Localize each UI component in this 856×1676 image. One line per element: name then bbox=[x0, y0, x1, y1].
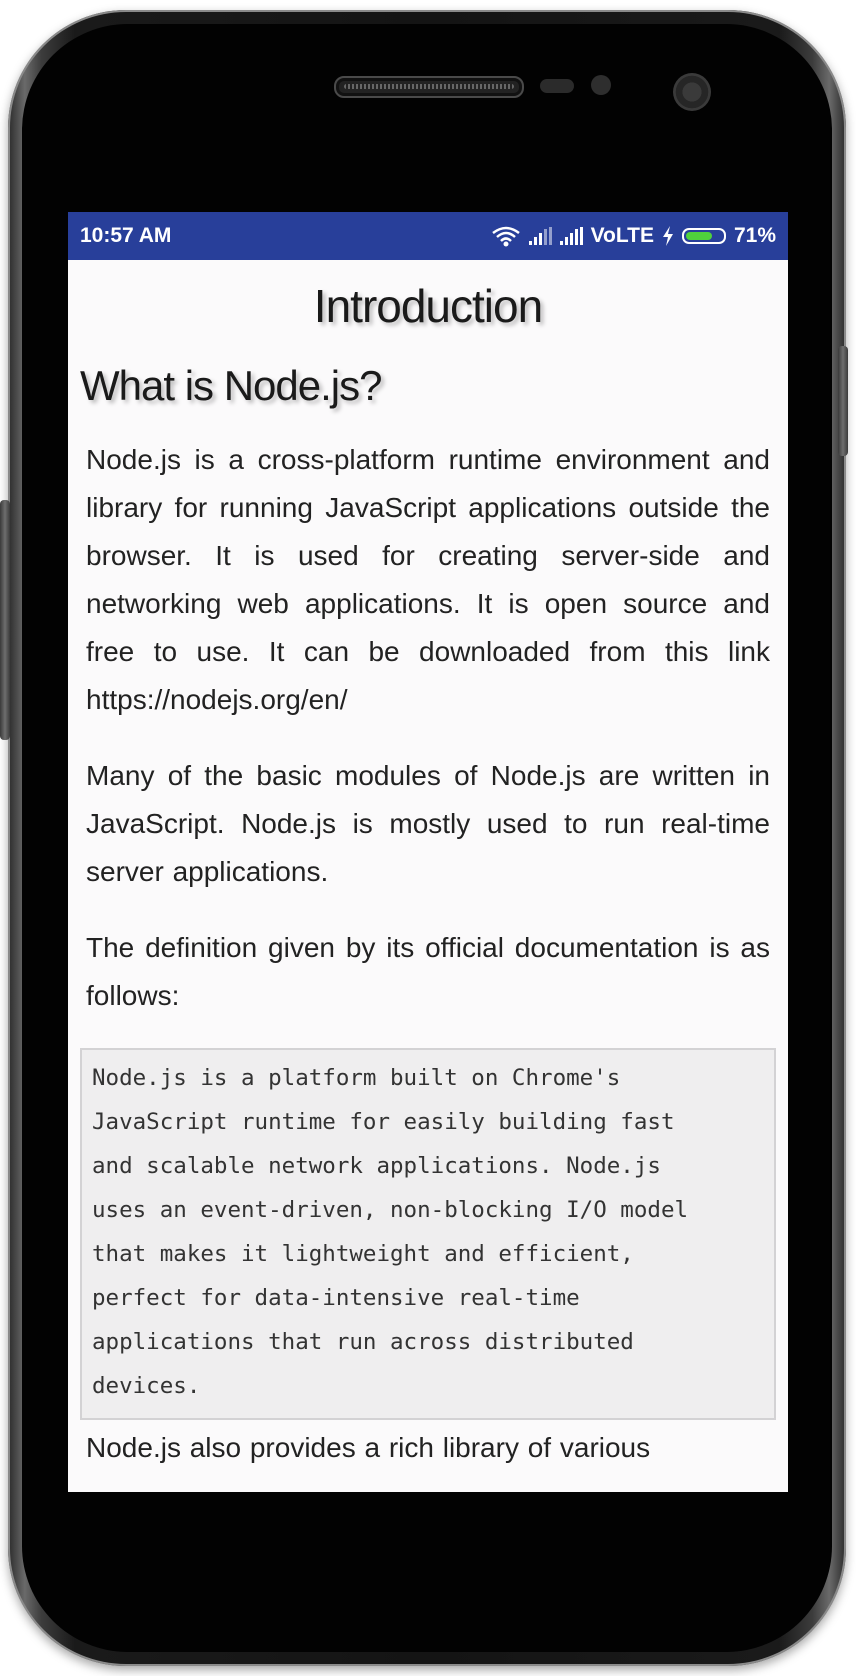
charging-bolt-icon bbox=[662, 226, 674, 246]
paragraph-intro: Node.js is a cross-platform runtime environment and library for running JavaScript applications outside the browser. It is used for creating server-side and networking web applications. It is open source and free to use. It can be downloaded from this link https://nodejs.org/en/ bbox=[86, 444, 770, 715]
wifi-icon bbox=[491, 225, 521, 247]
battery-percent: 71% bbox=[733, 224, 776, 247]
definition-quote-block: Node.js is a platform built on Chrome's JavaScript runtime for easily building fast and scalable network applications. Node.js uses an event-driven, non-blocking I/O model that makes it lightweight and efficient, perfect for data-intensive real-time applications that run across distributed devices. bbox=[80, 1048, 776, 1420]
volume-button[interactable] bbox=[0, 500, 10, 740]
battery-level-fill bbox=[686, 232, 712, 240]
section-heading: What is Node.js? bbox=[80, 362, 382, 409]
paragraph-library: Node.js also provides a rich library of various bbox=[86, 1432, 651, 1463]
light-sensor bbox=[591, 75, 611, 95]
network-type-label: VoLTE bbox=[590, 224, 654, 247]
power-button[interactable] bbox=[838, 346, 848, 456]
paragraph-modules: Many of the basic modules of Node.js are written in JavaScript. Node.js is mostly used to run real-time server applications. bbox=[86, 760, 770, 887]
earpiece-speaker bbox=[334, 76, 524, 98]
screen bbox=[68, 212, 788, 1492]
status-time: 10:57 AM bbox=[80, 224, 172, 247]
proximity-sensor bbox=[540, 79, 574, 93]
page-title: Introduction bbox=[313, 280, 543, 332]
status-icons bbox=[491, 224, 776, 248]
battery-icon bbox=[682, 228, 726, 244]
status-bar bbox=[68, 212, 788, 260]
signal-sim2-icon bbox=[560, 227, 583, 245]
article-content bbox=[68, 260, 788, 1472]
front-camera bbox=[673, 73, 711, 111]
paragraph-definition: The definition given by its official documentation is as follows: bbox=[86, 932, 770, 1011]
signal-sim1-icon bbox=[529, 227, 552, 245]
